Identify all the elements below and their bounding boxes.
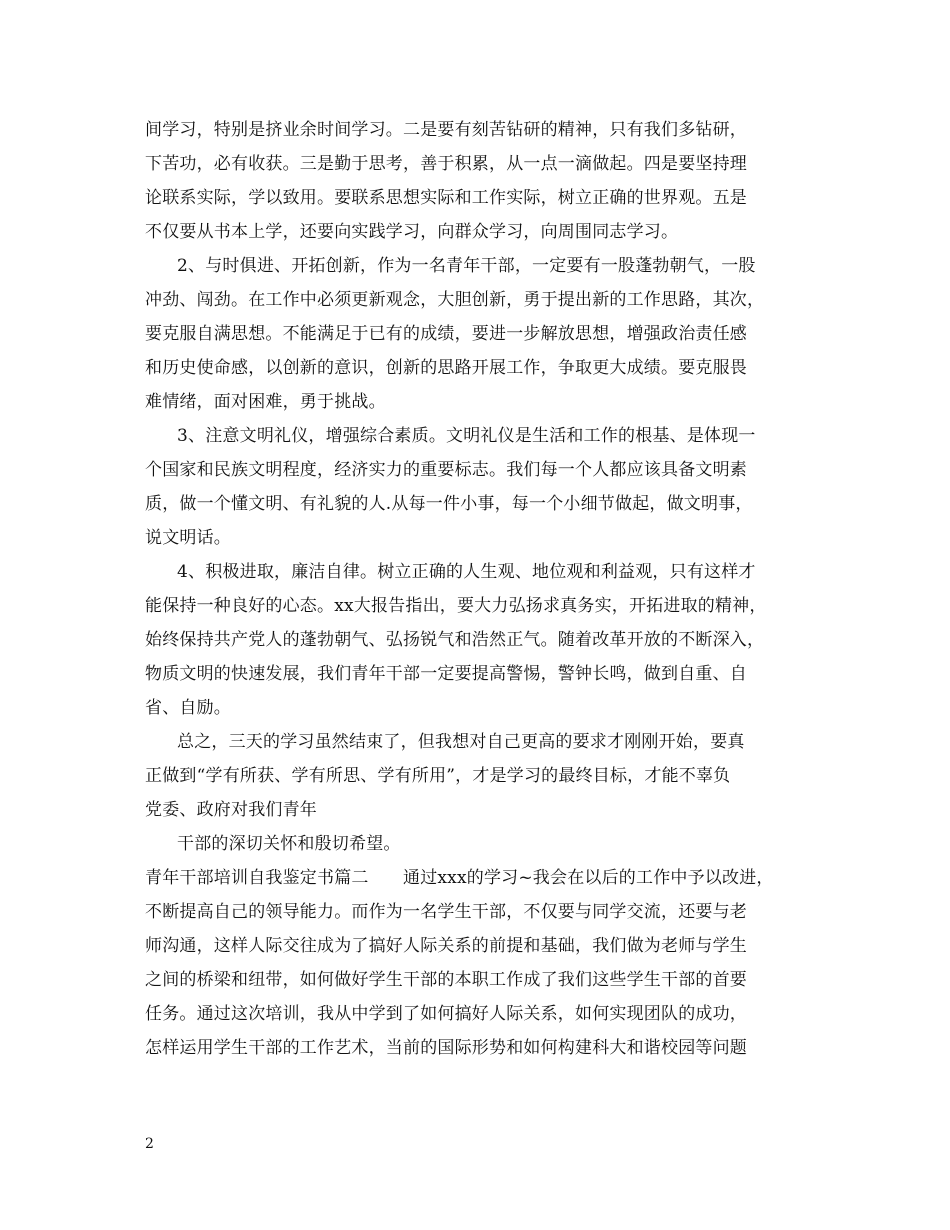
text-line: 始终保持共产党人的蓬勃朝气、弘扬锐气和浩然正气。随着改革开放的不断深入， [145,630,765,650]
text-line: 间学习，特别是挤业余时间学习。二是要有刻苦钻研的精神，只有我们多钻研， [145,120,747,140]
text-line: 质，做一个懂文明、有礼貌的人.从每一件小事，每一个小细节做起，做文明事， [145,494,753,514]
text-line: 下苦功，必有收获。三是勤于思考，善于积累，从一点一滴做起。四是要坚持理 [145,154,747,174]
page-number: 2 [145,1136,154,1152]
text-line: 说文明话。 [145,528,231,548]
text-line: 青年干部培训自我鉴定书篇二 通过xxx的学习~我会在以后的工作中予以改进， [145,868,774,888]
text-line: 不断提高自己的领导能力。而作为一名学生干部，不仅要与同学交流，还要与老 [145,902,747,922]
text-line: 能保持一种良好的心态。xx大报告指出，要大力弘扬求真务实，开拓进取的精神， [145,596,767,616]
text-line: 正做到“学有所获、学有所思、学有所用”，才是学习的最终目标，才能不辜负 [145,766,731,786]
text-line: 任务。通过这次培训，我从中学到了如何搞好人际关系，如何实现团队的成功， [145,1004,747,1024]
text-line: 不仅要从书本上学，还要向实践学习，向群众学习，向周围同志学习。 [145,222,679,242]
text-line: 难情绪，面对困难，勇于挑战。 [145,392,386,412]
text-line: 要克服自满思想。不能满足于已有的成绩，要进一步解放思想，增强政治责任感 [145,324,747,344]
text-line: 冲劲、闯劲。在工作中必须更新观念，大胆创新，勇于提出新的工作思路，其次， [145,290,765,310]
text-line: 之间的桥梁和纽带，如何做好学生干部的本职工作成了我们这些学生干部的首要 [145,970,747,990]
text-line: 省、自励。 [145,698,231,718]
document-body [145,113,825,1065]
text-line: 论联系实际，学以致用。要联系思想实际和工作实际，树立正确的世界观。五是 [145,188,747,208]
text-line: 4、积极进取，廉洁自律。树立正确的人生观、地位观和利益观，只有这样才 [177,562,756,582]
text-line: 和历史使命感，以创新的意识，创新的思路开展工作，争取更大成绩。要克服畏 [145,358,747,378]
text-line: 怎样运用学生干部的工作艺术，当前的国际形势和如何构建科大和谐校园等问题 [145,1038,747,1058]
text-line: 物质文明的快速发展，我们青年干部一定要提高警惕，警钟长鸣，做到自重、自 [145,664,747,684]
text-line: 师沟通，这样人际交往成为了搞好人际关系的前提和基础，我们做为老师与学生 [145,936,747,956]
text-line: 总之，三天的学习虽然结束了，但我想对自己更高的要求才刚刚开始，要真 [177,732,745,752]
text-line: 2、与时俱进、开拓创新，作为一名青年干部，一定要有一股蓬勃朝气，一股 [177,256,756,276]
text-line: 3、注意文明礼仪，增强综合素质。文明礼仪是生活和工作的根基、是体现一 [177,426,756,446]
text-line: 个国家和民族文明程度，经济实力的重要标志。我们每一个人都应该具备文明素 [145,460,747,480]
text-line: 干部的深切关怀和殷切希望。 [177,834,401,854]
text-line: 党委、政府对我们青年 [145,800,317,820]
